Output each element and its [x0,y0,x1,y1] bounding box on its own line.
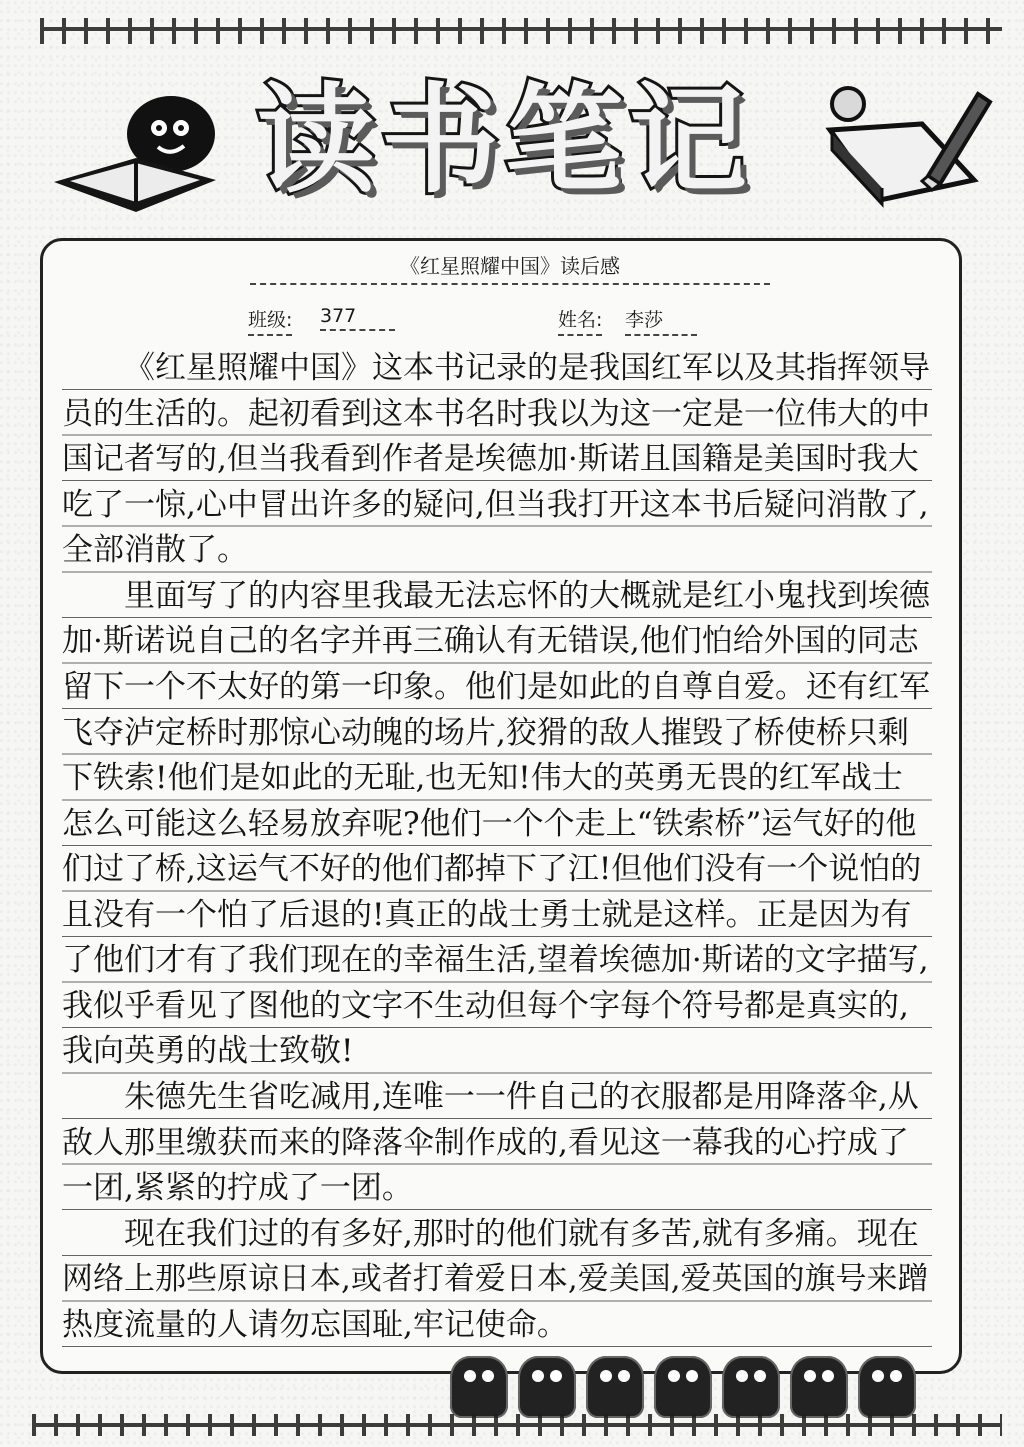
essay-title: 《红星照耀中国》读后感 [250,250,770,285]
class-label: 班级: [248,305,292,336]
paragraph-4: 现在我们过的有多好,那时的他们就有多苦,就有多痛。现在网络上那些原谅日本,或者打着爱日本,爱美国,爱英国的旗号来蹭热度流量的人请勿忘国耻,牢记使命。 [62,1212,932,1349]
bottom-decoration [450,1348,950,1418]
creature-5 [722,1356,780,1418]
bottom-border-pattern [32,1414,1002,1436]
creature-2 [518,1356,576,1418]
reading-kid-illustration [36,70,241,220]
essay-body [62,346,932,1348]
paragraph-1: 《红星照耀中国》这本书记录的是我国红军以及其指挥领导员的生活的。起初看到这本书名时我以为这一定是一位伟大的中国记者写的,但当我看到作者是埃德加·斯诺且国籍是美国时我大吃了一惊,心中冒出许多的疑问,但当我打开这本书后疑问消散了,全部消散了。 [62,346,932,574]
paragraph-2: 里面写了的内容里我最无法忘怀的大概就是红小鬼找到埃德加·斯诺说自己的名字并再三确认有无错误,他们怕给外国的同志留下一个不太好的第一印象。他们是如此的自尊自爱。还有红军飞夺泸定桥时那惊心动魄的场片,狡猾的敌人摧毁了桥使桥只剩下铁索!他们是如此的无耻,也无知!伟大的英勇无畏的红军战士怎么可能这么轻易放弃呢?他们一个个走上“铁索桥”运气好的他们过了桥,这运气不好的他们都掉下了江!但他们没有一个说怕的且没有一个怕了后退的!真正的战士勇士就是这样。正是因为有了他们才有了我们现在的幸福生活,望着埃德加·斯诺的文字描写,我似乎看见了图他的文字不生动但每个字每个符号都是真实的,我向英勇的战士致敬! [62,574,932,1075]
student-info-row [240,305,760,339]
creature-4 [654,1356,712,1418]
notepad-pencil-illustration [810,78,995,218]
creature-3 [586,1356,644,1418]
paragraph-3: 朱德先生省吃减用,连唯一一件自己的衣服都是用降落伞,从敌人那里缴获而来的降落伞制作成的,看见这一幕我的心拧成了一团,紧紧的拧成了一团。 [62,1075,932,1212]
class-value: 377 [320,305,395,331]
creature-6 [790,1356,848,1418]
creature-1 [450,1356,508,1418]
page-title: 读书笔记 [256,70,753,209]
name-value: 李莎 [625,305,697,336]
name-label: 姓名: [558,305,602,336]
header-title-area [225,72,785,207]
top-border-pattern [40,18,1002,44]
creature-7 [858,1356,916,1418]
